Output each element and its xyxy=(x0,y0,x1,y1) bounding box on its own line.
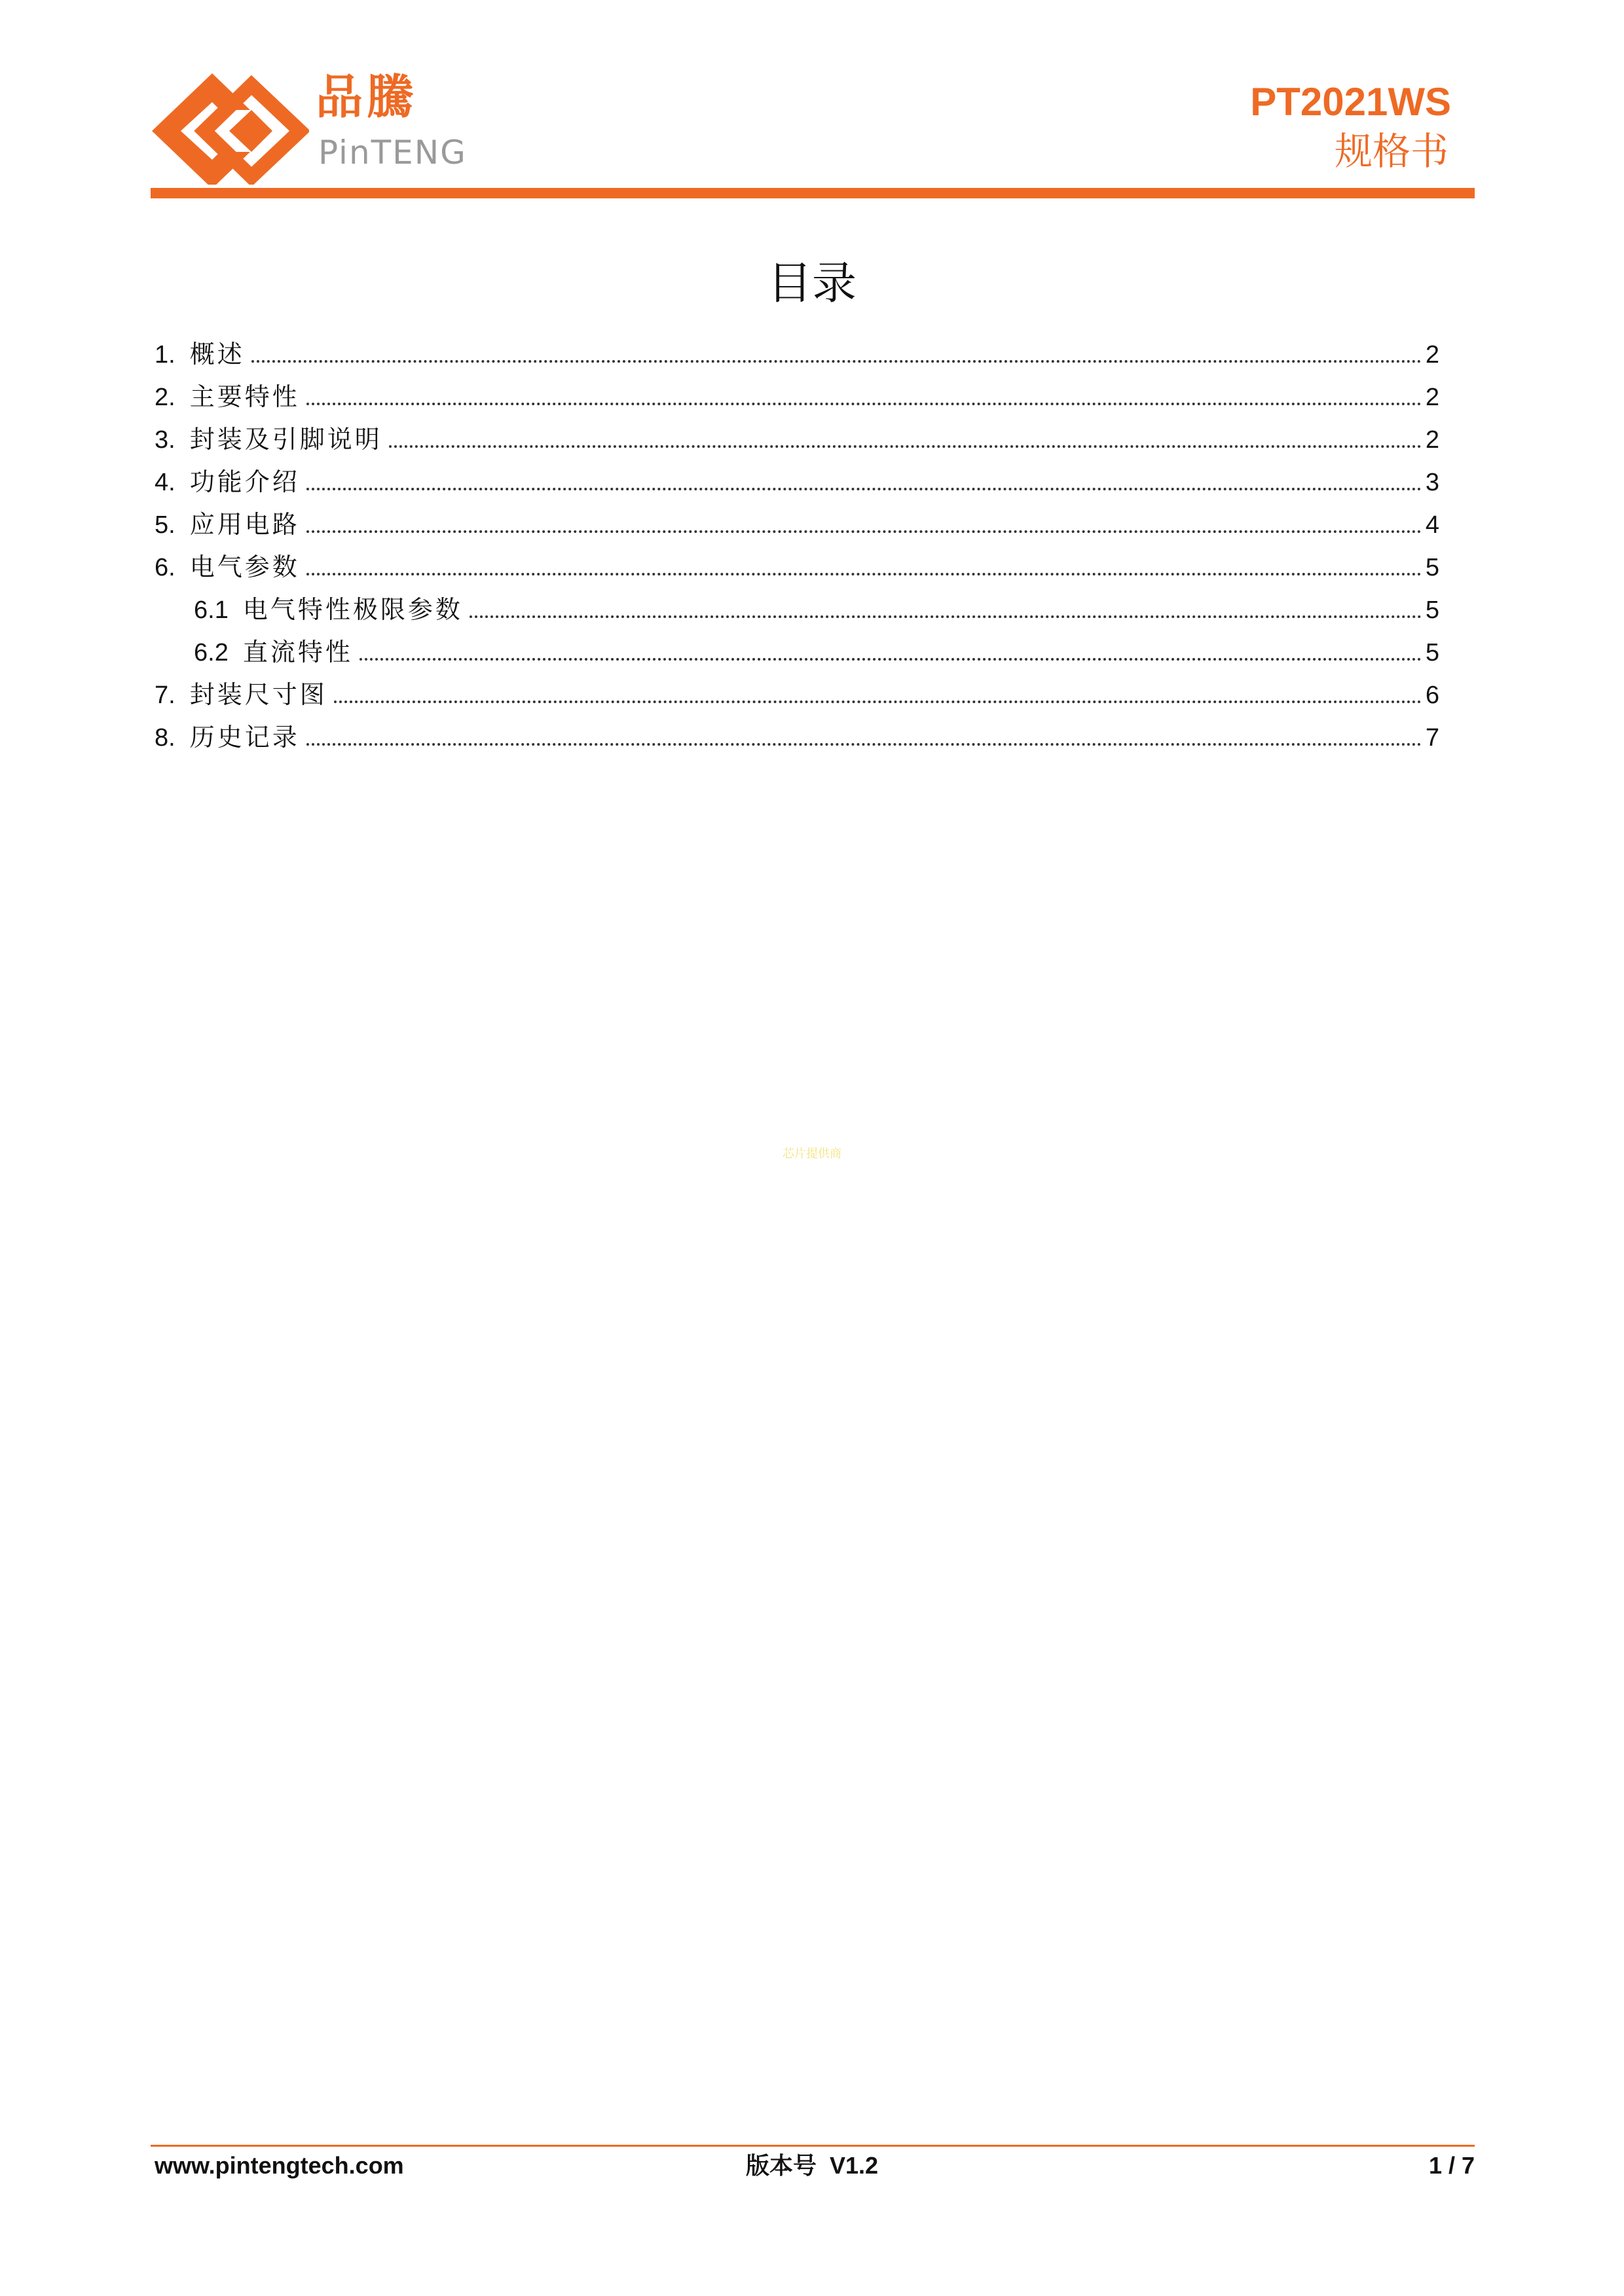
toc-entry-label: 概述 xyxy=(189,340,245,369)
toc-dot-leader xyxy=(470,615,1422,618)
toc-entry-page: 2 xyxy=(1425,341,1439,369)
footer-divider xyxy=(151,2145,1475,2147)
document-type: 规格书 xyxy=(1334,129,1449,173)
toc-entry-label: 应用电路 xyxy=(189,510,300,539)
toc-entry-number: 6. xyxy=(155,554,175,581)
toc-entry-label: 主要特性 xyxy=(189,382,300,411)
toc-entry-page: 7 xyxy=(1425,724,1439,752)
toc-entry-number: 6.1 xyxy=(194,596,229,624)
watermark-text: 芯片提供商 xyxy=(783,1147,841,1161)
toc-entry-label: 封装尺寸图 xyxy=(189,680,327,709)
toc-dot-leader xyxy=(360,658,1422,661)
toc-entry-application[interactable] xyxy=(155,504,1439,547)
table-of-contents xyxy=(155,334,1439,759)
toc-entry-label: 历史记录 xyxy=(189,723,300,752)
toc-entry-history[interactable] xyxy=(155,717,1439,759)
version-value: V1.2 xyxy=(829,2152,879,2179)
toc-entry-absolute-max[interactable] xyxy=(155,589,1439,632)
toc-entry-label: 功能介绍 xyxy=(189,467,300,496)
toc-entry-number: 1. xyxy=(155,341,175,369)
toc-entry-label: 直流特性 xyxy=(242,638,353,666)
toc-entry-page: 2 xyxy=(1425,426,1439,454)
document-code: PT2021WS xyxy=(1250,80,1451,124)
toc-dot-leader xyxy=(306,743,1422,746)
toc-dot-leader xyxy=(306,488,1422,490)
toc-entry-number: 3. xyxy=(155,426,175,454)
toc-entry-overview[interactable] xyxy=(155,334,1439,376)
version-label: 版本号 xyxy=(745,2153,817,2179)
toc-dot-leader xyxy=(306,530,1422,533)
toc-entry-page: 5 xyxy=(1425,596,1439,624)
footer-website-link[interactable]: www.pintengtech.com xyxy=(155,2152,404,2179)
toc-entry-page: 5 xyxy=(1425,554,1439,581)
brand-name-en: PinTENG xyxy=(318,134,467,172)
toc-title: 目录 xyxy=(767,258,857,310)
toc-dot-leader xyxy=(334,701,1422,703)
header-divider xyxy=(151,188,1475,198)
toc-entry-package-dimensions[interactable] xyxy=(155,674,1439,717)
toc-entry-label: 电气特性极限参数 xyxy=(242,595,463,624)
toc-entry-dc-characteristics[interactable] xyxy=(155,632,1439,674)
toc-dot-leader xyxy=(306,403,1422,405)
toc-entry-function[interactable] xyxy=(155,462,1439,504)
toc-entry-package-pins[interactable] xyxy=(155,419,1439,462)
toc-dot-leader xyxy=(306,573,1422,575)
pinteng-diamond-logo-icon xyxy=(152,73,309,185)
company-logo xyxy=(152,69,467,185)
toc-entry-page: 4 xyxy=(1425,511,1439,539)
toc-entry-number: 4. xyxy=(155,469,175,496)
toc-dot-leader xyxy=(251,360,1422,363)
toc-entry-number: 7. xyxy=(155,682,175,709)
toc-entry-number: 2. xyxy=(155,384,175,411)
toc-entry-number: 6.2 xyxy=(194,639,229,666)
toc-entry-page: 5 xyxy=(1425,639,1439,666)
toc-entry-page: 3 xyxy=(1425,469,1439,496)
footer-version xyxy=(0,2154,1624,2178)
toc-entry-page: 2 xyxy=(1425,384,1439,411)
brand-name-cn: 品騰 xyxy=(316,69,418,124)
footer-page-indicator: 1 / 7 xyxy=(1428,2152,1475,2179)
toc-entry-number: 5. xyxy=(155,511,175,539)
toc-entry-features[interactable] xyxy=(155,376,1439,419)
toc-entry-label: 电气参数 xyxy=(189,553,300,581)
toc-entry-label: 封装及引脚说明 xyxy=(189,425,382,454)
toc-entry-number: 8. xyxy=(155,724,175,752)
toc-entry-electrical[interactable] xyxy=(155,547,1439,589)
toc-entry-page: 6 xyxy=(1425,682,1439,709)
toc-dot-leader xyxy=(389,445,1422,448)
